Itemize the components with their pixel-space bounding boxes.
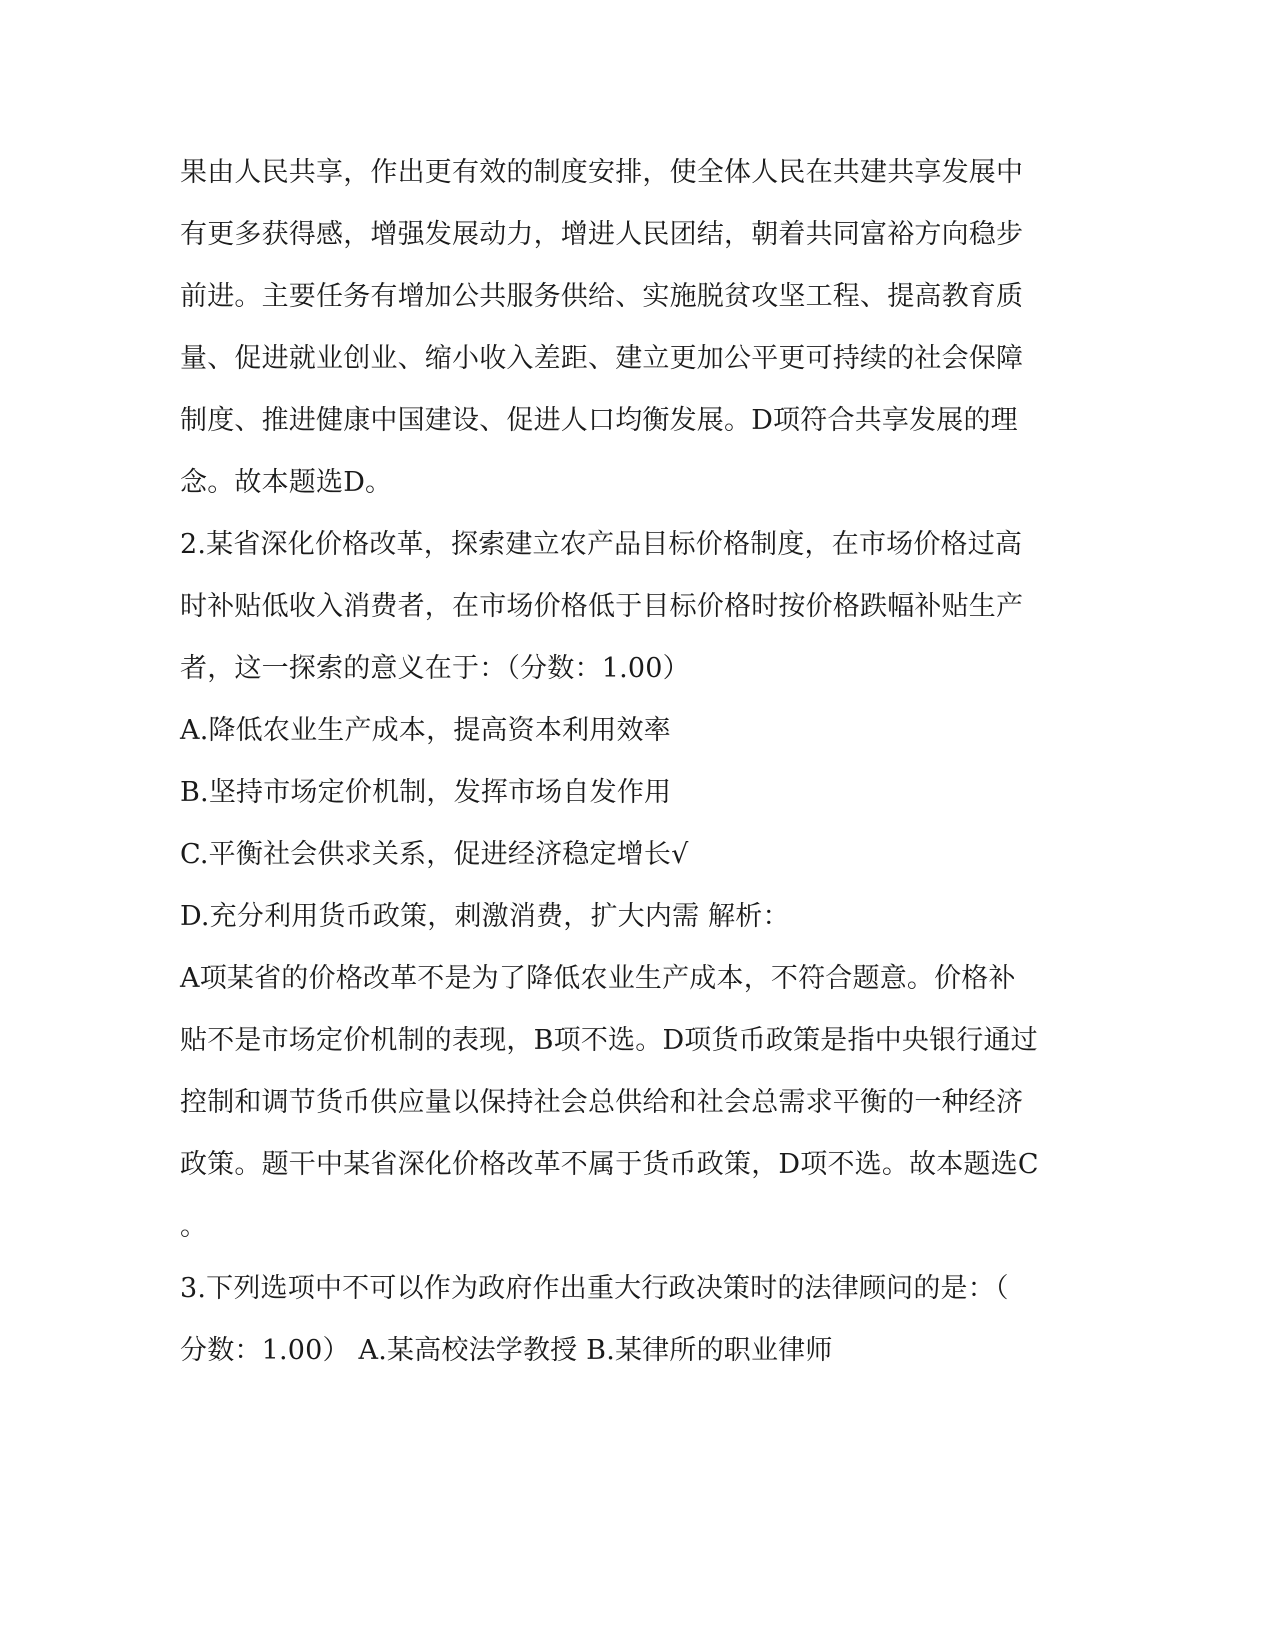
question-3-stem: 分数：1.00） A.某高校法学教授 B.某律所的职业律师 bbox=[180, 1335, 833, 1366]
question-2-stem: 2.某省深化价格改革，探索建立农产品目标价格制度，在市场价格过高 bbox=[180, 529, 1023, 560]
explanation-line: 。 bbox=[180, 1211, 208, 1242]
explanation-line: 政策。题干中某省深化价格改革不属于货币政策，D项不选。故本题选C bbox=[180, 1149, 1039, 1180]
explanation-line: 贴不是市场定价机制的表现，B项不选。D项货币政策是指中央银行通过 bbox=[180, 1025, 1038, 1056]
text-line: 制度、推进健康中国建设、促进人口均衡发展。D项符合共享发展的理 bbox=[180, 405, 1018, 436]
text-line: 念。故本题选D。 bbox=[180, 467, 393, 498]
question-2-stem: 时补贴低收入消费者，在市场价格低于目标价格时按价格跌幅补贴生产 bbox=[180, 591, 1024, 622]
option-b: B.坚持市场定价机制，发挥市场自发作用 bbox=[180, 777, 672, 808]
text-line: 有更多获得感，增强发展动力，增进人民团结，朝着共同富裕方向稳步 bbox=[180, 219, 1024, 250]
explanation-line: 控制和调节货币供应量以保持社会总供给和社会总需求平衡的一种经济 bbox=[180, 1087, 1024, 1118]
option-a: A.降低农业生产成本，提高资本利用效率 bbox=[180, 715, 671, 746]
text-line: 前进。主要任务有增加公共服务供给、实施脱贫攻坚工程、提高教育质 bbox=[180, 281, 1024, 312]
explanation-line: A项某省的价格改革不是为了降低农业生产成本，不符合题意。价格补 bbox=[180, 963, 1016, 994]
option-c: C.平衡社会供求关系，促进经济稳定增长√ bbox=[180, 839, 689, 870]
question-2-stem: 者，这一探索的意义在于：（分数：1.00） bbox=[180, 653, 690, 684]
question-3-stem: 3.下列选项中不可以作为政府作出重大行政决策时的法律顾问的是：（ bbox=[180, 1273, 1009, 1304]
text-line: 果由人民共享，作出更有效的制度安排，使全体人民在共建共享发展中 bbox=[180, 157, 1024, 188]
option-d: D.充分利用货币政策，刺激消费，扩大内需 解析： bbox=[180, 901, 790, 932]
text-line: 量、促进就业创业、缩小收入差距、建立更加公平更可持续的社会保障 bbox=[180, 343, 1024, 374]
